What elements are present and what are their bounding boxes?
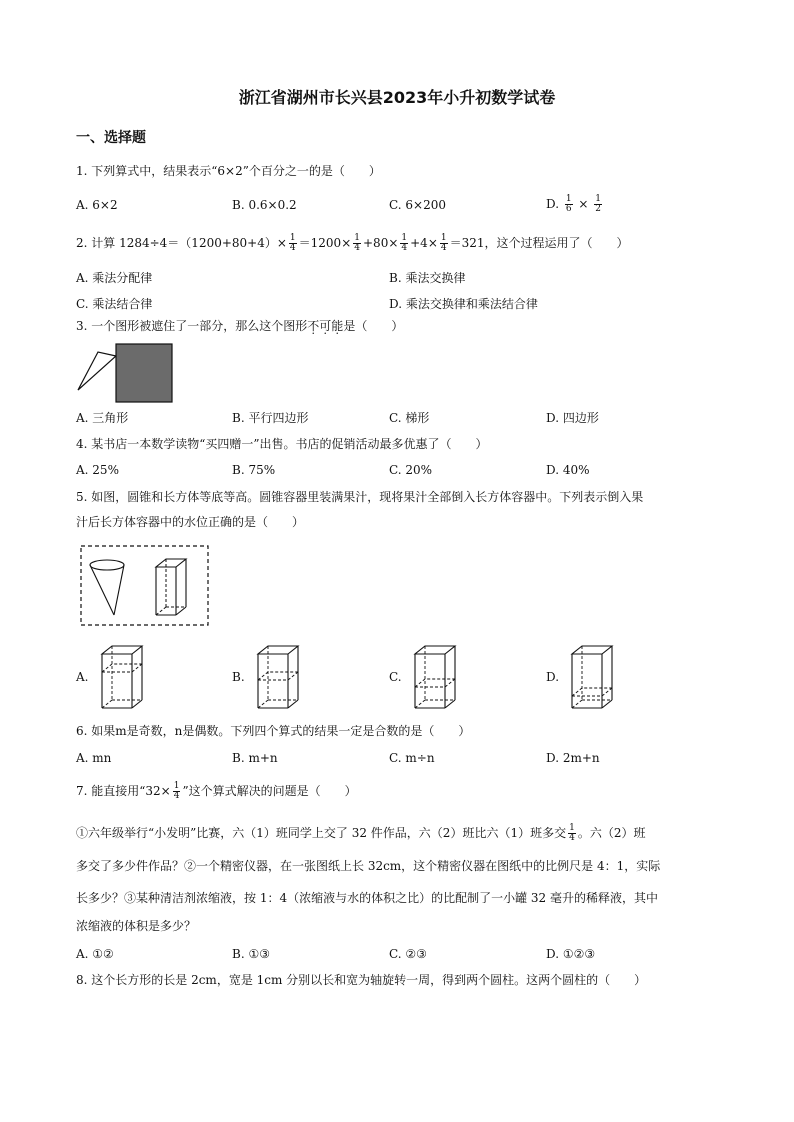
question-6-option-a[interactable]: A. mn [76,751,112,765]
question-6-option-b[interactable]: B. m+n [232,751,278,765]
question-2-option-a[interactable]: A. 乘法分配律 [76,271,153,285]
question-6-option-c[interactable]: C. m÷n [389,751,435,765]
option-d-label: D. [546,197,560,211]
question-1-option-b[interactable]: B. 0.6×0.2 [232,198,297,212]
question-7-option-d[interactable]: D. ①②③ [546,947,596,961]
question-1-option-d[interactable] [546,195,604,214]
question-3-option-b[interactable]: B. 平行四边形 [232,411,309,425]
option-d-prism-icon [568,642,618,712]
question-7-option-a[interactable]: A. ①② [76,947,114,961]
question-8-stem: 8. 这个长方形的长是 2cm，宽是 1cm 分别以长和宽为轴旋转一周，得到两个圆柱。这两个圆柱的（ ） [76,973,647,987]
question-4-option-c[interactable]: C. 20% [389,463,433,477]
question-3-figure [76,342,176,404]
question-7-stem: 7. 能直接用“32× $\frac{1}{4}$ ”这个算式解决的问题是（ ） [76,781,357,801]
question-1-option-a[interactable]: A. 6×2 [76,198,118,212]
question-5-stem-line1: 5. 如图，圆锥和长方体等底等高。圆锥容器里装满果汁，现将果汁全部倒入长方体容器中。下列表示倒入果 [76,490,644,504]
question-2-option-b[interactable]: B. 乘法交换律 [389,271,466,285]
question-6-stem: 6. 如果m是奇数，n是偶数。下列四个算式的结果一定是合数的是（ ） [76,724,471,738]
question-5-option-c[interactable]: C. [389,670,402,684]
question-5-figure-cone-and-prism [80,545,210,627]
question-7-paragraph-line1: ①六年级举行“小发明”比赛，六（1）班同学上交了 32 件作品，六（2）班比六（1）班多交 $\frac{1}{4}$ 。六（2）班 [76,823,646,843]
question-1-option-c[interactable]: C. 6×200 [389,198,446,212]
question-4-option-a[interactable]: A. 25% [76,463,119,477]
option-c-prism-icon [411,642,461,712]
question-5-option-d[interactable]: D. [546,670,560,684]
question-2-option-c[interactable]: C. 乘法结合律 [76,297,153,311]
page-title: 浙江省湖州市长兴县2023年小升初数学试卷 [238,88,556,107]
question-3-stem: 3. 一个图形被遮住了一部分，那么这个图形不可能是（ ） [76,319,404,333]
question-4-stem: 4. 某书店一本数学读物“买四赠一”出售。书店的促销活动最多优惠了（ ） [76,437,488,451]
question-5-option-b[interactable]: B. [232,670,245,684]
question-5-option-a[interactable]: A. [76,670,89,684]
question-4-option-d[interactable]: D. 40% [546,463,590,477]
question-3-option-d[interactable]: D. 四边形 [546,411,599,425]
question-1-stem: 1. 下列算式中，结果表示“6×2”个百分之一的是（ ） [76,164,381,178]
question-2-option-d[interactable]: D. 乘法交换律和乘法结合律 [389,297,538,311]
question-4-option-b[interactable]: B. 75% [232,463,276,477]
fraction: $\frac{1}{2}$ [595,194,602,214]
question-2-stem: 2. 计算 1284÷4＝（1200+80+4）× $\frac{1}{4}$ ＝1200× $\frac{1}{4}$ +80× $\frac{1}{4}$ +4× $\frac{1}{4}$ ＝321，这个过程运用了（ ） [76,233,629,253]
question-7-option-c[interactable]: C. ②③ [389,947,427,961]
option-a-prism-icon [98,642,148,712]
question-7-paragraph-line4: 浓缩液的体积是多少？ [76,919,197,933]
question-3-option-c[interactable]: C. 梯形 [389,411,430,425]
question-6-option-d[interactable]: D. 2m+n [546,751,600,765]
question-7-paragraph-line3: 长多少？③某种清洁剂浓缩液，按 1：4（浓缩液与水的体积之比）的比配制了一小罐 32 毫升的稀释液，其中 [76,891,658,905]
question-3-option-a[interactable]: A. 三角形 [76,411,129,425]
question-7-paragraph-line2: 多交了多少件作品？②一个精密仪器，在一张图纸上长 32cm，这个精密仪器在图纸中的比例尺是 4：1，实际 [76,859,661,873]
option-b-prism-icon [254,642,304,712]
question-7-option-b[interactable]: B. ①③ [232,947,270,961]
section-heading: 一、选择题 [76,130,146,146]
question-5-stem-line2: 汁后长方体容器中的水位正确的是（ ） [76,515,305,529]
fraction: $\frac{1}{6}$ [565,194,572,214]
times-sign: × [578,197,589,211]
